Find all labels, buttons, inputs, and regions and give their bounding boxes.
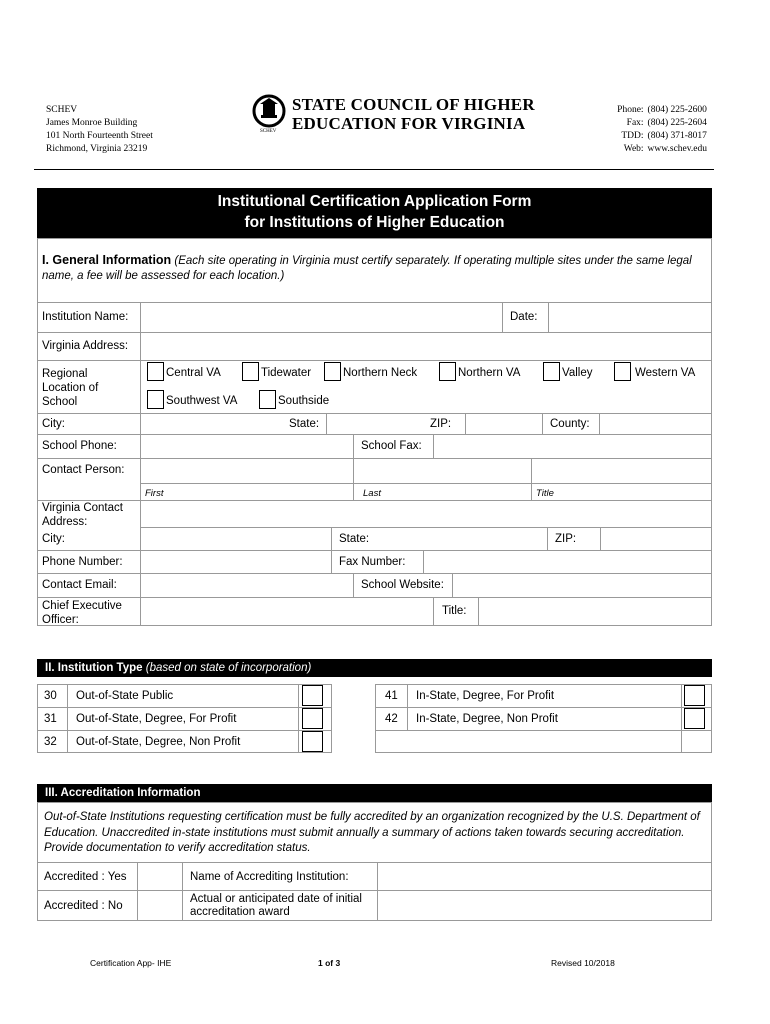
school-fax-label: School Fax: bbox=[361, 440, 422, 452]
accreditation-date-field[interactable] bbox=[378, 891, 711, 920]
central-va-checkbox[interactable] bbox=[147, 362, 164, 381]
logo-wordmark: STATE COUNCIL OF HIGHER EDUCATION FOR VIRGINIA bbox=[292, 95, 535, 133]
address-line: James Monroe Building bbox=[46, 118, 138, 128]
type-code: 30 bbox=[44, 690, 57, 702]
accreditation-date-label: Actual or anticipated date of initial accreditation award bbox=[190, 893, 362, 918]
institution-name-field[interactable] bbox=[141, 303, 502, 331]
institution-name-label: Institution Name: bbox=[42, 311, 129, 323]
phone-number-field[interactable] bbox=[141, 551, 331, 573]
central-va-label: Central VA bbox=[166, 367, 221, 379]
type-42-checkbox[interactable] bbox=[684, 708, 705, 729]
accredited-yes-field[interactable] bbox=[138, 863, 182, 890]
first-name-caption: First bbox=[145, 488, 164, 499]
accredited-no-label: Accredited : No bbox=[44, 900, 123, 912]
phone-number-label: Phone Number: bbox=[42, 556, 123, 568]
western-va-label: Western VA bbox=[635, 367, 696, 379]
accredited-no-field[interactable] bbox=[138, 891, 182, 920]
schev-contact-block bbox=[614, 104, 707, 156]
southwest-va-label: Southwest VA bbox=[166, 395, 238, 407]
type-code: 32 bbox=[44, 736, 57, 748]
last-name-caption: Last bbox=[363, 488, 381, 499]
school-phone-label: School Phone: bbox=[42, 440, 117, 452]
contact-row: TDD: (804) 371-8017 bbox=[621, 131, 707, 141]
northern-neck-label: Northern Neck bbox=[343, 367, 418, 379]
title-caption: Title bbox=[536, 488, 554, 499]
school-phone-field[interactable] bbox=[141, 435, 353, 458]
ceo-title-label: Title: bbox=[442, 605, 467, 617]
address-line: Richmond, Virginia 23219 bbox=[46, 144, 148, 154]
va-contact-address-label: Virginia Contact Address: bbox=[42, 502, 123, 528]
header-divider bbox=[34, 169, 714, 170]
accredited-yes-label: Accredited : Yes bbox=[44, 871, 127, 883]
county-field[interactable] bbox=[600, 414, 711, 434]
ceo-label: Chief Executive Officer: bbox=[42, 600, 122, 626]
svg-text:SCHEV: SCHEV bbox=[260, 129, 277, 134]
type-label: Out-of-State, Degree, Non Profit bbox=[76, 736, 241, 748]
section1-heading: I. General Information (Each site operating in Virginia must certify separately. If operating multiple sites under the same legal name, a fee will be assessed for each location.) bbox=[42, 253, 692, 282]
contact-row: Web: www.schev.edu bbox=[623, 144, 707, 154]
northern-neck-checkbox[interactable] bbox=[324, 362, 341, 381]
virginia-address-label: Virginia Address: bbox=[42, 340, 129, 352]
type-label: In-State, Degree, For Profit bbox=[416, 690, 555, 702]
contact-email-field[interactable] bbox=[141, 574, 353, 597]
footer-revision: Revised 10/2018 bbox=[551, 958, 615, 968]
date-field[interactable] bbox=[549, 303, 711, 331]
contact-state-field[interactable] bbox=[380, 528, 547, 550]
contact-last-name-field[interactable] bbox=[354, 459, 531, 483]
tidewater-checkbox[interactable] bbox=[242, 362, 259, 381]
northern-va-label: Northern VA bbox=[458, 367, 521, 379]
type-41-checkbox[interactable] bbox=[684, 685, 705, 706]
date-label: Date: bbox=[510, 311, 538, 323]
schev-address-block bbox=[46, 104, 153, 156]
contact-city-label: City: bbox=[42, 533, 65, 545]
county-label: County: bbox=[550, 418, 590, 430]
type-30-checkbox[interactable] bbox=[302, 685, 323, 706]
type-code: 41 bbox=[385, 690, 398, 702]
state-label: State: bbox=[289, 418, 320, 430]
valley-checkbox[interactable] bbox=[543, 362, 560, 381]
address-line: SCHEV bbox=[46, 105, 78, 115]
contact-email-label: Contact Email: bbox=[42, 579, 117, 591]
western-va-checkbox[interactable] bbox=[614, 362, 631, 381]
accreditation-note: Out-of-State Institutions requesting certification must be fully accredited by an organization recognized by the U.S. Department of Education. Unaccredited in-state institutions must submit annually a summary of actions taken towards securing accreditation. Provide documentation to verify accreditation status. bbox=[44, 811, 700, 854]
valley-label: Valley bbox=[562, 367, 593, 379]
virginia-address-field[interactable] bbox=[141, 333, 711, 360]
contact-title-field[interactable] bbox=[532, 459, 711, 483]
schev-seal-icon bbox=[248, 92, 290, 136]
type-label: Out-of-State, Degree, For Profit bbox=[76, 713, 237, 725]
tidewater-label: Tidewater bbox=[261, 367, 312, 379]
va-contact-address-field[interactable] bbox=[141, 501, 711, 527]
school-website-label: School Website: bbox=[361, 579, 444, 591]
ceo-field[interactable] bbox=[141, 598, 433, 625]
fax-number-label: Fax Number: bbox=[339, 556, 406, 568]
zip-field[interactable] bbox=[466, 414, 542, 434]
southside-label: Southside bbox=[278, 395, 330, 407]
contact-state-label: State: bbox=[339, 533, 370, 545]
city-field[interactable] bbox=[141, 414, 286, 434]
institution-type-heading: II. Institution Type (based on state of incorporation) bbox=[37, 659, 712, 677]
type-label: In-State, Degree, Non Profit bbox=[416, 713, 558, 725]
type-code: 42 bbox=[385, 713, 398, 725]
contact-row: Phone: (804) 225-2600 bbox=[617, 105, 707, 115]
form-title: Institutional Certification Application Form for Institutions of Higher Education bbox=[37, 188, 712, 238]
type-32-checkbox[interactable] bbox=[302, 731, 323, 752]
city-label: City: bbox=[42, 418, 65, 430]
ceo-title-field[interactable] bbox=[479, 598, 711, 625]
type-label: Out-of-State Public bbox=[76, 690, 174, 702]
contact-person-label: Contact Person: bbox=[42, 464, 125, 476]
regional-location-label: Regional Location of School bbox=[42, 368, 99, 408]
type-code: 31 bbox=[44, 713, 57, 725]
accrediting-institution-field[interactable] bbox=[378, 863, 711, 890]
contact-city-field[interactable] bbox=[141, 528, 331, 550]
northern-va-checkbox[interactable] bbox=[439, 362, 456, 381]
southside-checkbox[interactable] bbox=[259, 390, 276, 409]
contact-zip-label: ZIP: bbox=[555, 533, 577, 545]
state-field[interactable] bbox=[327, 414, 423, 434]
contact-zip-field[interactable] bbox=[601, 528, 711, 550]
zip-label: ZIP: bbox=[430, 418, 452, 430]
footer-form-id: Certification App- IHE bbox=[90, 958, 172, 968]
school-fax-field[interactable] bbox=[434, 435, 711, 458]
contact-first-name-field[interactable] bbox=[141, 459, 353, 483]
accreditation-heading: III. Accreditation Information bbox=[37, 784, 712, 802]
contact-row: Fax: (804) 225-2604 bbox=[626, 118, 707, 128]
address-line: 101 North Fourteenth Street bbox=[46, 131, 153, 141]
schev-logo bbox=[248, 92, 538, 138]
accrediting-institution-label: Name of Accrediting Institution: bbox=[190, 871, 349, 883]
fax-number-field[interactable] bbox=[424, 551, 711, 573]
school-website-field[interactable] bbox=[453, 574, 711, 597]
southwest-va-checkbox[interactable] bbox=[147, 390, 164, 409]
footer-page-number: 1 of 3 bbox=[318, 958, 341, 968]
type-31-checkbox[interactable] bbox=[302, 708, 323, 729]
